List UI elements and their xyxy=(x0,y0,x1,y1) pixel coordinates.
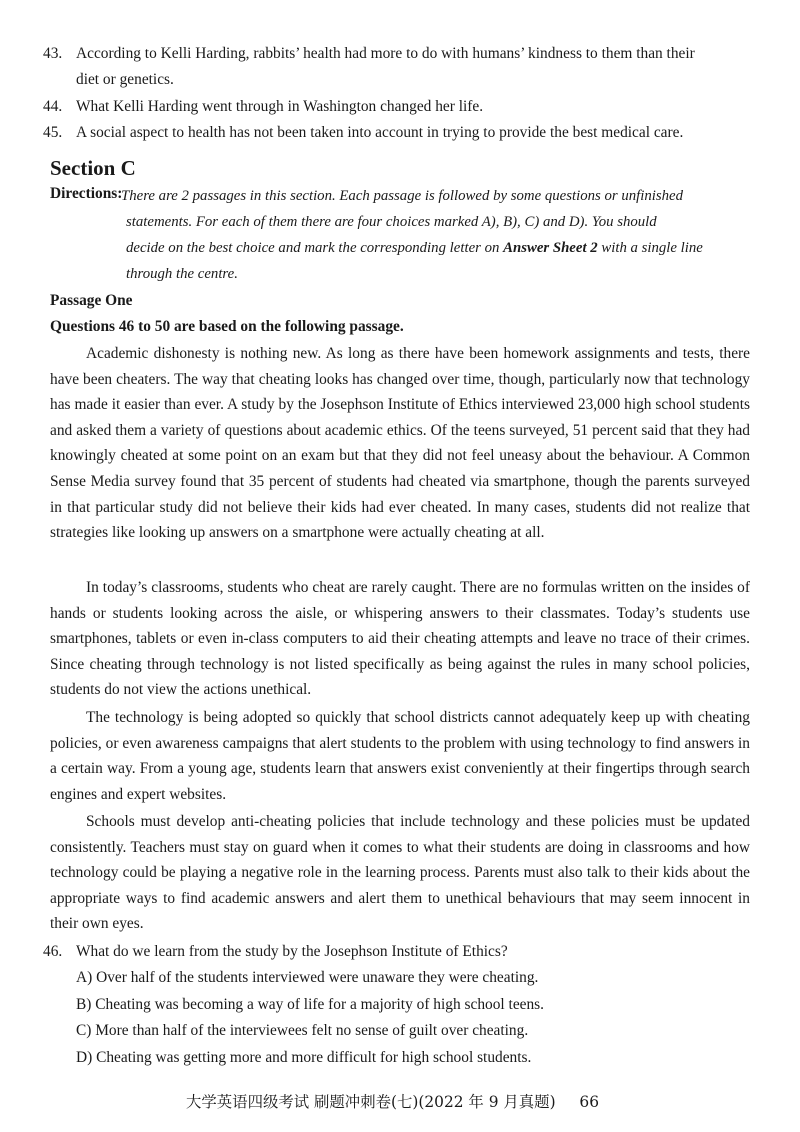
option-b: B) Cheating was becoming a way of life for a majority of high school teens. xyxy=(76,996,545,1013)
question-number: 46. xyxy=(43,943,63,960)
directions-line: through the centre. xyxy=(126,266,238,282)
statement-text: diet or genetics. xyxy=(76,71,174,88)
passage-paragraph: Schools must develop anti-cheating policies that include technology and these policies must be updated consistently. Teachers must stay on guard when it comes to what their students are doing in classrooms and how technology could be playing a negative role in the learning process. Parents must also talk to their kids about the appropriate ways to find academic answers and alert them to unethical behaviours that may seem innocent in their own eyes. xyxy=(50,813,750,933)
directions-text: decide on the best choice and mark the corresponding letter on xyxy=(126,240,504,256)
passage-paragraph: In today’s classrooms, students who cheat are rarely caught. There are no formulas written on the insides of hands or students looking across the aisle, or whispering answers to their classmates. Today’s students use smartphones, tablets or even in-class computers to aid their cheating attempts and leave no trace of their crimes. Since cheating through technology is not listed specifically as being against the rules in many school policies, students do not view the actions unethical. xyxy=(50,579,750,699)
page-number: 66 xyxy=(579,1093,599,1111)
directions-text: with a single line xyxy=(597,240,703,256)
statement-text: According to Kelli Harding, rabbits’ health had more to do with humans’ kindness to them than their xyxy=(76,45,695,62)
option-a: A) Over half of the students interviewed were unaware they were cheating. xyxy=(76,969,539,986)
directions-line: statements. For each of them there are four choices marked A), B), C) and D). You should xyxy=(126,214,657,230)
directions-line xyxy=(126,238,703,258)
passage-intro: Questions 46 to 50 are based on the following passage. xyxy=(50,318,404,335)
statement-number: 45. xyxy=(43,124,63,141)
statement-text: A social aspect to health has not been taken into account in trying to provide the best medical care. xyxy=(76,124,684,141)
option-d: D) Cheating was getting more and more difficult for high school students. xyxy=(76,1049,532,1066)
footer-title: 大学英语四级考试 刷题冲刺卷(七)(2022 年 9 月真题) xyxy=(186,1093,556,1111)
directions-label: Directions: xyxy=(50,185,123,202)
passage-paragraph: Academic dishonesty is nothing new. As long as there have been homework assignments and tests, there have been cheaters. The way that cheating looks has changed over time, though, particularly now that technology has made it easier than ever. A study by the Josephson Institute of Ethics interviewed 23,000 high school students and asked them a variety of questions about academic ethics. Of the teens surveyed, 51 percent said that they had knowingly cheated at some point on an exam but that they did not feel uneasy about the behaviour. A Common Sense Media survey found that 35 percent of students had cheated via smartphone, though the parents surveyed in that particular study did not believe their kids had ever cheated. In many cases, students did not realize that strategies like looking up answers on a smartphone were actually cheating at all. xyxy=(50,345,750,542)
passage-paragraph: The technology is being adopted so quickly that school districts cannot adequately keep up with cheating policies, or even awareness campaigns that alert students to the problem with using technology to find answers in a certain way. From a young age, students learn that answers exist conveniently at their fingertips through search engines and expert websites. xyxy=(50,709,750,803)
page-footer xyxy=(186,1090,599,1112)
statement-number: 43. xyxy=(43,45,63,62)
question-text: What do we learn from the study by the Josephson Institute of Ethics? xyxy=(76,943,508,960)
section-title: Section C xyxy=(50,156,136,180)
option-c: C) More than half of the interviewees felt no sense of guilt over cheating. xyxy=(76,1022,529,1039)
directions-line: There are 2 passages in this section. Each passage is followed by some questions or unfinished xyxy=(121,188,683,204)
statement-text: What Kelli Harding went through in Washington changed her life. xyxy=(76,98,484,115)
statement-number: 44. xyxy=(43,98,63,115)
answer-sheet-label: Answer Sheet 2 xyxy=(503,240,598,256)
passage-title: Passage One xyxy=(50,292,133,309)
